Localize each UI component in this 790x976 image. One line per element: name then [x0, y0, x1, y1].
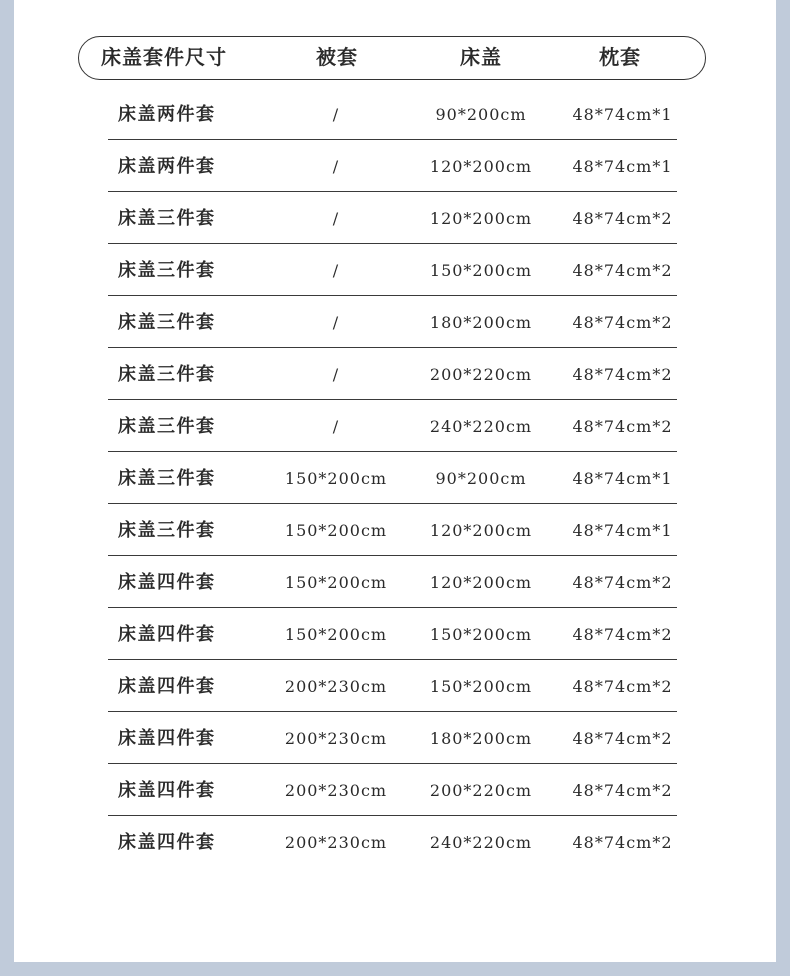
duvet-size-cell: 200*230cm: [284, 833, 388, 852]
duvet-size-cell: /: [332, 365, 340, 384]
pillowcase-size-cell: 48*74cm*2: [572, 625, 673, 644]
duvet-size-cell: 150*200cm: [284, 625, 388, 644]
duvet-size-cell: 150*200cm: [284, 469, 388, 488]
duvet-size-cell: 150*200cm: [284, 521, 388, 540]
duvet-size-cell: /: [332, 261, 340, 280]
pillowcase-size-cell: 48*74cm*2: [572, 417, 673, 436]
table-row: [108, 88, 677, 140]
bedspread-size-cell: 150*200cm: [429, 677, 533, 696]
size-table-body: [108, 88, 677, 868]
duvet-size-cell: /: [332, 209, 340, 228]
duvet-size-cell: /: [332, 105, 340, 124]
bedspread-size-cell: 240*220cm: [429, 833, 533, 852]
set-name-cell: 床盖两件套: [118, 156, 216, 177]
table-row: [108, 192, 677, 244]
set-name-cell: 床盖四件套: [118, 676, 216, 697]
pillowcase-size-cell: 48*74cm*2: [572, 313, 673, 332]
table-row: [108, 244, 677, 296]
table-row: [108, 556, 677, 608]
bedspread-size-cell: 120*200cm: [429, 157, 533, 176]
table-row: [108, 504, 677, 556]
pillowcase-size-cell: 48*74cm*1: [572, 157, 673, 176]
set-name-cell: 床盖四件套: [118, 572, 216, 593]
table-row: [108, 608, 677, 660]
pillowcase-size-cell: 48*74cm*2: [572, 677, 673, 696]
bedspread-size-cell: 150*200cm: [429, 261, 533, 280]
set-name-cell: 床盖三件套: [118, 416, 216, 437]
set-name-cell: 床盖三件套: [118, 312, 216, 333]
table-row: [108, 816, 677, 868]
pillowcase-size-cell: 48*74cm*2: [572, 573, 673, 592]
header-bedspread: 床盖: [460, 45, 502, 69]
table-row: [108, 348, 677, 400]
bedspread-size-cell: 200*220cm: [429, 365, 533, 384]
pillowcase-size-cell: 48*74cm*1: [572, 521, 673, 540]
bedspread-size-cell: 180*200cm: [429, 729, 533, 748]
bedspread-size-cell: 120*200cm: [429, 573, 533, 592]
pillowcase-size-cell: 48*74cm*1: [572, 105, 673, 124]
set-name-cell: 床盖四件套: [118, 832, 216, 853]
table-row: [108, 764, 677, 816]
bedspread-size-cell: 120*200cm: [429, 521, 533, 540]
duvet-size-cell: 200*230cm: [284, 677, 388, 696]
bedspread-size-cell: 150*200cm: [429, 625, 533, 644]
pillowcase-size-cell: 48*74cm*2: [572, 261, 673, 280]
bedspread-size-cell: 90*200cm: [435, 105, 527, 124]
header-pillowcase: 枕套: [599, 45, 641, 69]
set-name-cell: 床盖三件套: [118, 208, 216, 229]
set-name-cell: 床盖四件套: [118, 728, 216, 749]
pillowcase-size-cell: 48*74cm*2: [572, 365, 673, 384]
table-row: [108, 400, 677, 452]
duvet-size-cell: 200*230cm: [284, 729, 388, 748]
header-set-size: 床盖套件尺寸: [101, 45, 227, 69]
table-row: [108, 452, 677, 504]
pillowcase-size-cell: 48*74cm*1: [572, 469, 673, 488]
set-name-cell: 床盖四件套: [118, 780, 216, 801]
table-header: [78, 36, 706, 80]
pillowcase-size-cell: 48*74cm*2: [572, 833, 673, 852]
table-row: [108, 140, 677, 192]
pillowcase-size-cell: 48*74cm*2: [572, 209, 673, 228]
bedspread-size-cell: 120*200cm: [429, 209, 533, 228]
bedspread-size-cell: 90*200cm: [435, 469, 527, 488]
header-duvet: 被套: [316, 45, 358, 69]
duvet-size-cell: 200*230cm: [284, 781, 388, 800]
set-name-cell: 床盖三件套: [118, 468, 216, 489]
pillowcase-size-cell: 48*74cm*2: [572, 781, 673, 800]
set-name-cell: 床盖三件套: [118, 364, 216, 385]
duvet-size-cell: /: [332, 313, 340, 332]
table-row: [108, 712, 677, 764]
set-name-cell: 床盖四件套: [118, 624, 216, 645]
table-row: [108, 296, 677, 348]
duvet-size-cell: /: [332, 417, 340, 436]
bedspread-size-cell: 200*220cm: [429, 781, 533, 800]
duvet-size-cell: 150*200cm: [284, 573, 388, 592]
set-name-cell: 床盖三件套: [118, 520, 216, 541]
set-name-cell: 床盖三件套: [118, 260, 216, 281]
bedspread-size-cell: 240*220cm: [429, 417, 533, 436]
set-name-cell: 床盖两件套: [118, 104, 216, 125]
pillowcase-size-cell: 48*74cm*2: [572, 729, 673, 748]
duvet-size-cell: /: [332, 157, 340, 176]
table-row: [108, 660, 677, 712]
bedspread-size-cell: 180*200cm: [429, 313, 533, 332]
